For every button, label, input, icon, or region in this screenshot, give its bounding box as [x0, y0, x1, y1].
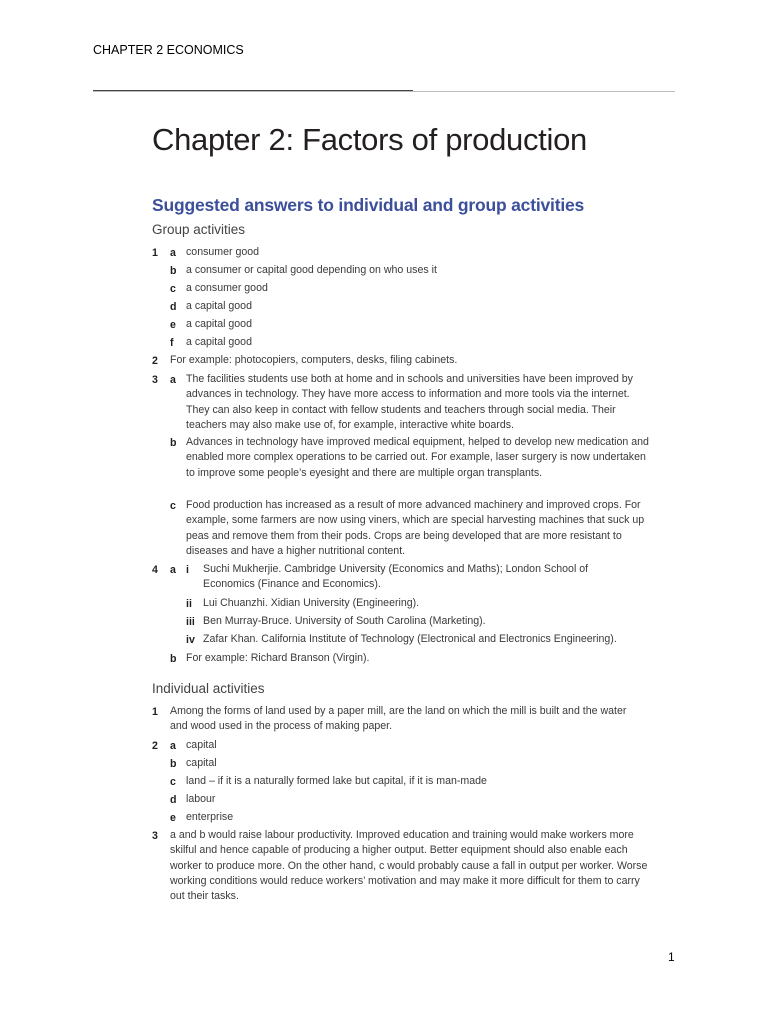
item-label: b [170, 653, 177, 665]
item-label: b [170, 265, 177, 277]
item-label: a [170, 247, 176, 259]
item-label: c [170, 776, 176, 788]
item-label: e [170, 812, 176, 824]
answer-text: Suchi Mukherjie. Cambridge University (Economics and Maths); London School of Economics (Finance and Economics). [203, 563, 589, 591]
item-label: a [170, 374, 176, 386]
item-label: a [170, 740, 176, 752]
subitem-label: i [186, 564, 189, 576]
answer-text: Lui Chuanzhi. Xidian University (Engineering). [203, 597, 420, 609]
subitem-label: ii [186, 598, 192, 610]
question-number: 4 [152, 564, 158, 576]
question-number: 3 [152, 830, 158, 842]
answer-text: consumer good [186, 246, 260, 258]
header-rule [93, 91, 675, 92]
item-label: b [170, 437, 177, 449]
answer-text: Zafar Khan. California Institute of Technology (Electronical and Electronics Engineering). [203, 633, 617, 645]
chapter-title: Chapter 2: Factors of production [152, 122, 587, 157]
answer-text: The facilities students use both at home and in schools and universities have been improved by advances in technology. They have more access to information and more tools via the internet. They can also keep in contact with fellow students and teachers through social media. Their teachers may also make use of, for example, interactive white boards. [186, 373, 633, 431]
question-number: 3 [152, 374, 158, 386]
answer-text: Ben Murray-Bruce. University of South Carolina (Marketing). [203, 615, 486, 627]
answer-text: For example: Richard Branson (Virgin). [186, 652, 370, 664]
item-label: b [170, 758, 177, 770]
answer-text: a capital good [186, 336, 252, 348]
group-activities-heading: Group activities [152, 222, 246, 237]
subitem-label: iv [186, 634, 195, 646]
section-subtitle: Suggested answers to individual and group activities [152, 195, 585, 215]
running-header: CHAPTER 2 ECONOMICS [93, 43, 244, 57]
item-label: d [170, 301, 177, 313]
item-label: d [170, 794, 177, 806]
question-number: 2 [152, 355, 158, 367]
question-number: 1 [152, 247, 158, 259]
item-label: c [170, 283, 176, 295]
question-number: 1 [152, 706, 158, 718]
subitem-label: iii [186, 616, 195, 628]
answer-text: a consumer or capital good depending on who uses it [186, 264, 437, 276]
question-number: 2 [152, 740, 158, 752]
individual-activities-heading: Individual activities [152, 681, 265, 696]
answer-text: labour [186, 793, 216, 805]
answer-text: enterprise [186, 811, 234, 823]
item-label: f [170, 337, 174, 349]
answer-text: a capital good [186, 318, 252, 330]
answer-text: a consumer good [186, 282, 268, 294]
answer-text: capital [186, 757, 217, 769]
answer-text: a capital good [186, 300, 252, 312]
page-number: 1 [668, 950, 675, 964]
answer-text: Among the forms of land used by a paper mill, are the land on which the mill is built and the water and wood used in the process of making paper. [170, 705, 627, 733]
answer-text: a and b would raise labour productivity. Improved education and training would make workers more skilful and hence capable of producing a higher output. Better equipment should also enable each worker to produce more. On the other hand, c would probably cause a fall in output per worker. Worse working conditions would reduce workers’ motivation and may make it more difficult for them to carry out their tasks. [170, 829, 648, 903]
answer-text: land – if it is a naturally formed lake but capital, if it is man-made [186, 775, 487, 787]
answer-text: For example: photocopiers, computers, desks, filing cabinets. [170, 354, 458, 366]
answer-text: capital [186, 739, 217, 751]
answer-text: Advances in technology have improved medical equipment, helped to develop new medication and enabled more complex operations to be carried out. For example, laser surgery is now undertaken to improve some people’s eyesight and there are multiple organ transplants. [186, 436, 649, 479]
item-label: a [170, 564, 176, 576]
item-label: e [170, 319, 176, 331]
answer-text: Food production has increased as a result of more advanced machinery and improved crops. For example, some farmers are now using viners, which are special harvesting machines that suck up peas and remove them from their pods. Crops are being developed that are more resistant to diseases and have a higher nutritional content. [186, 499, 645, 557]
item-label: c [170, 500, 176, 512]
